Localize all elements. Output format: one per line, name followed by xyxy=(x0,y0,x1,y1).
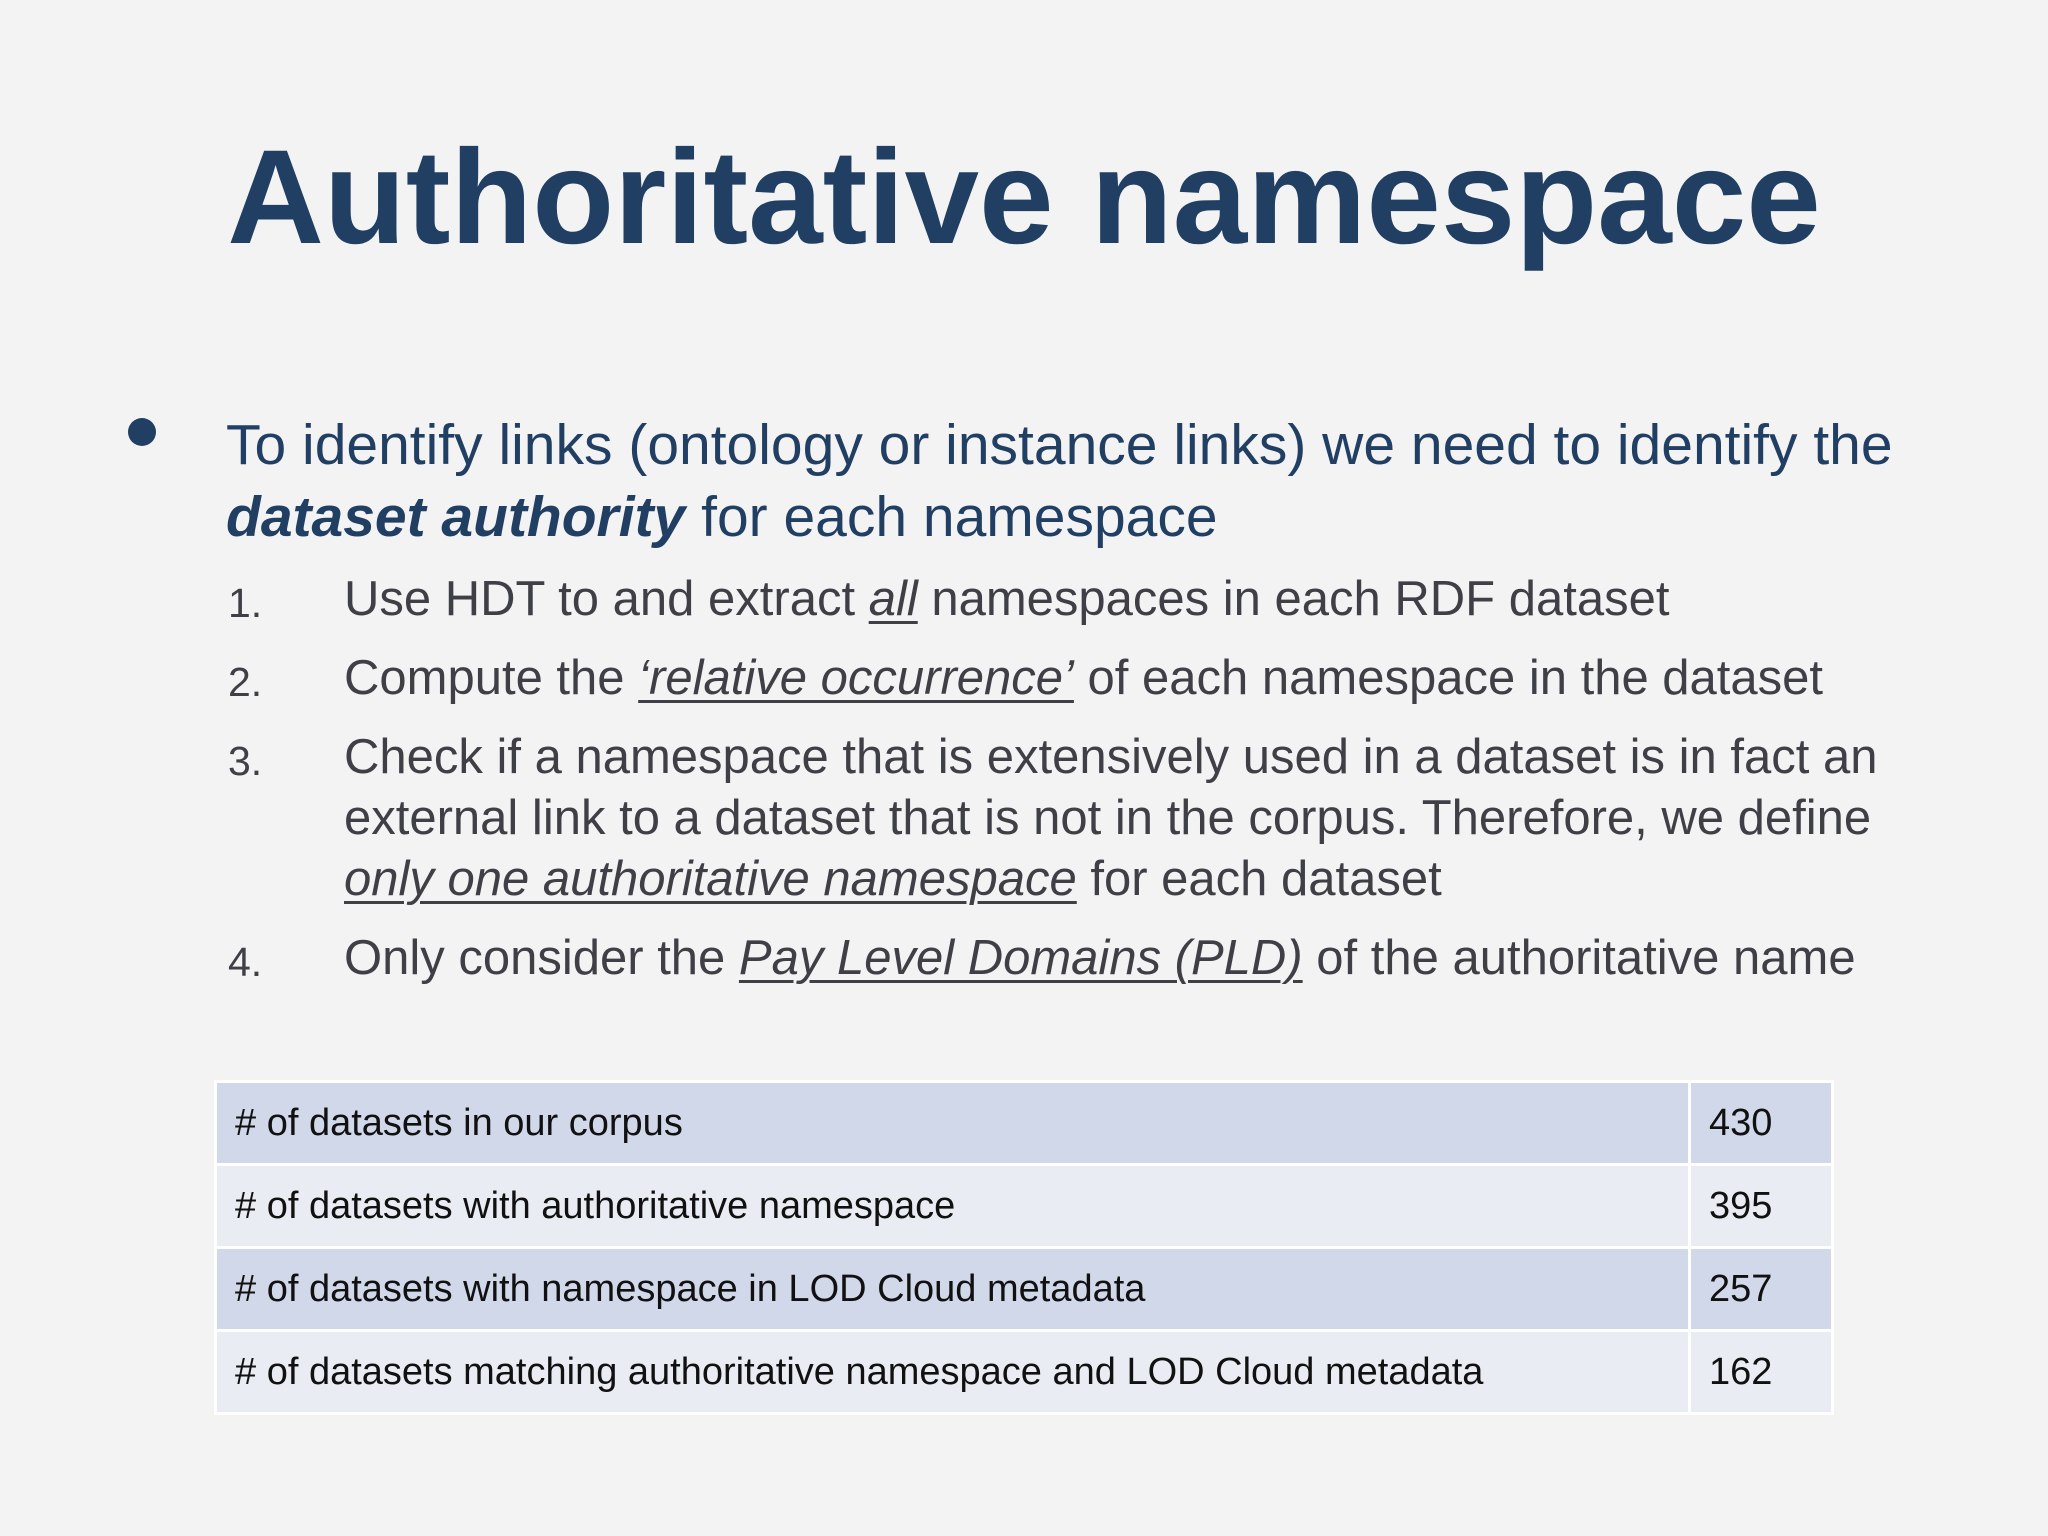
step-emphasis: only one authoritative namespace xyxy=(344,852,1077,906)
step-number: 1. xyxy=(228,580,263,626)
steps-list xyxy=(226,569,1946,1007)
step-text-before: Compute the xyxy=(344,651,639,705)
step-text-after: of the authoritative name xyxy=(1302,931,1856,985)
table-cell-label: # of datasets with namespace in LOD Cloud metadata xyxy=(216,1248,1690,1331)
table-cell-label: # of datasets in our corpus xyxy=(216,1082,1690,1165)
step-text-after: namespaces in each RDF dataset xyxy=(917,572,1670,626)
step-text-after: for each dataset xyxy=(1076,852,1442,906)
step-emphasis: ‘relative occurrence’ xyxy=(638,651,1074,705)
step-text-before: Use HDT to and extract xyxy=(344,572,869,626)
main-bullet xyxy=(226,409,1946,553)
bullet-text-after: for each namespace xyxy=(685,485,1218,549)
step-text-after: of each namespace in the dataset xyxy=(1073,651,1824,705)
slide-title: Authoritative namespace xyxy=(227,123,1821,272)
bullet-emphasis: dataset authority xyxy=(226,485,686,549)
step-number: 3. xyxy=(228,738,263,784)
step-text-before: Check if a namespace that is extensively used in a dataset is in fact an external link to a dataset that is not in the corpus. Therefore, we define xyxy=(344,730,1878,845)
step-emphasis: all xyxy=(868,572,918,626)
table-row xyxy=(216,1082,1833,1165)
step-emphasis: Pay Level Domains (PLD) xyxy=(738,931,1303,985)
table-row xyxy=(216,1331,1833,1414)
table-cell-value: 395 xyxy=(1690,1165,1833,1248)
step-number: 2. xyxy=(228,659,263,705)
stats-table xyxy=(214,1080,1834,1415)
step-number: 4. xyxy=(228,939,263,985)
step-item xyxy=(226,928,1946,989)
table-cell-label: # of datasets matching authoritative namespace and LOD Cloud metadata xyxy=(216,1331,1690,1414)
bullet-text-before: To identify links (ontology or instance links) we need to identify the xyxy=(226,413,1893,477)
table-cell-value: 257 xyxy=(1690,1248,1833,1331)
table-cell-label: # of datasets with authoritative namespace xyxy=(216,1165,1690,1248)
table-row xyxy=(216,1165,1833,1248)
step-item xyxy=(226,648,1946,709)
table-row xyxy=(216,1248,1833,1331)
step-text-before: Only consider the xyxy=(344,931,739,985)
table-cell-value: 430 xyxy=(1690,1082,1833,1165)
step-item xyxy=(226,569,1946,630)
bullet-icon xyxy=(128,418,156,446)
table-cell-value: 162 xyxy=(1690,1331,1833,1414)
step-item xyxy=(226,727,1946,910)
